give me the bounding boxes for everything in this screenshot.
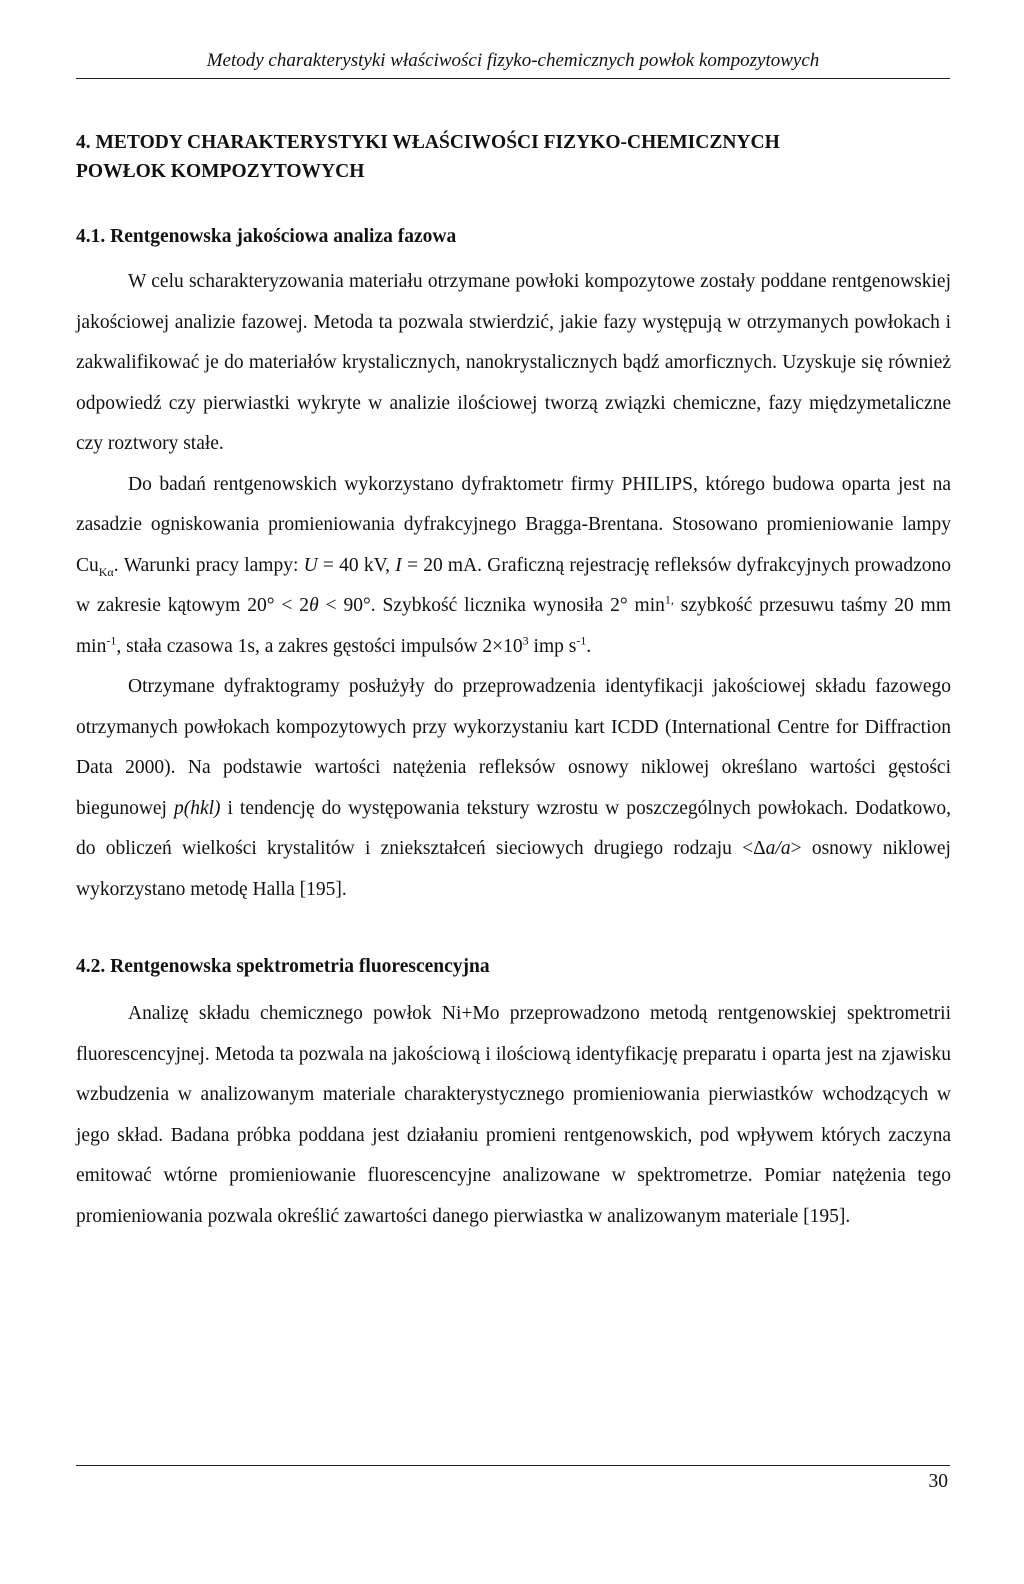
voltage-symbol: U [303, 554, 318, 576]
superscript: 1, [664, 592, 674, 607]
section-heading-4-1: 4.1. Rentgenowska jakościowa analiza fazowa [76, 226, 457, 247]
text-span: > osnowy niklowej wykorzystano metodę Halla [195]. [76, 838, 951, 900]
chapter-title-line-2: POWŁOK KOMPOZYTOWYCH [76, 161, 365, 182]
current-symbol: I [395, 554, 402, 576]
text-span: . Warunki pracy lampy: [113, 554, 304, 576]
text-span: . [586, 635, 592, 657]
text-span: szybkość przesuwu taśmy 20 mm min [76, 595, 951, 657]
section-heading-4-2: 4.2. Rentgenowska spektrometria fluorescencyjna [76, 956, 490, 977]
text-span: imp s [528, 635, 577, 657]
page-number: 30 [928, 1471, 948, 1492]
chapter-title-line-1: 4. METODY CHARAKTERYSTYKI WŁAŚCIWOŚCI FIZYKO-CHEMICZNYCH [76, 132, 780, 153]
chapter-title [76, 128, 951, 186]
subscript-k-alpha: Kα [98, 564, 114, 579]
superscript: 3 [522, 633, 529, 647]
theta-symbol: θ [309, 595, 319, 616]
text-span: < 90°. Szybkość licznika wynosiła 2° min [318, 595, 665, 616]
pole-density-symbol: p(hkl) [173, 797, 221, 819]
text-span: = 40 kV, [317, 554, 396, 576]
lattice-ratio-symbol: a/a [765, 838, 791, 859]
superscript: -1 [106, 633, 117, 647]
paragraph-phase-analysis-intro: W celu scharakteryzowania materiału otrzymane powłoki kompozytowe zostały poddane rentgenowskiej jakościowej analizie fazowej. Metoda ta pozwala stwierdzić, jakie fazy występują w otrzymanych powłokach i zakwalifikować je do materiałów krystalicznych, nanokrystalicznych bądź amorficznych. Uzyskuje się również odpowiedź czy pierwiastki wykryte w analizie ilościowej tworzą związki chemiczne, fazy międzymetaliczne czy roztwory stałe. [76, 271, 951, 454]
text-span: i tendencję do występowania tekstury wzrostu w poszczególnych powłokach. Dodatkowo, do obliczeń wielkości krystalitów i zniekształceń sieciowych drugiego rodzaju < [76, 797, 951, 859]
text-span: Do badań rentgenowskich wykorzystano dyfraktometr firmy PHILIPS, którego budowa oparta jest na zasadzie ogniskowania promieniowania dyfrakcyjnego Bragga-Brentana. Stosowano promieniowanie lampy Cu [76, 473, 951, 576]
paragraph-fluorescence-spectrometry: Analizę składu chemicznego powłok Ni+Mo przeprowadzono metodą rentgenowskiej spektrometrii fluorescencyjnej. Metoda ta pozwala na jakościową i ilościową identyfikację preparatu i oparta jest na zjawisku wzbudzenia w analizowanym materiale charakterystycznego promieniowania pierwiastków wchodzących w jego skład. Badana próbka poddana jest działaniu promieni rentgenowskich, pod wpływem których zaczyna emitować wtórne promieniowanie fluorescencyjne analizowane w spektrometrze. Pomiar natężenia tego promieniowania pozwala określić zawartości danego pierwiastka w analizowanym materiale [195]. [76, 1003, 951, 1227]
page-content [76, 128, 951, 1237]
delta-symbol: Δ [753, 838, 766, 859]
text-span: Otrzymane dyfraktogramy posłużyły do przeprowadzenia identyfikacji jakościowej składu fazowego otrzymanych powłokach kompozytowych przy wykorzystaniu kart ICDD (International Centre for Diffraction Data 2000). Na podstawie wartości natężenia refleksów osnowy niklowej określano wartości gęstości biegunowej [76, 676, 951, 819]
superscript: -1 [576, 633, 587, 647]
paragraph-diffractogram-identification [76, 667, 951, 910]
text-span: = 20 mA. Graficzną rejestrację refleksów dyfrakcyjnych prowadzono w zakresie kątowym 20° < 2 [76, 554, 951, 616]
paragraph-diffractometer-conditions [76, 465, 951, 668]
text-span: , stała czasowa 1s, a zakres gęstości impulsów 2×10 [116, 635, 523, 657]
running-header: Metody charakterystyki właściwości fizyko-chemicznych powłok kompozytowych [76, 50, 950, 79]
footer-rule [76, 1465, 950, 1466]
